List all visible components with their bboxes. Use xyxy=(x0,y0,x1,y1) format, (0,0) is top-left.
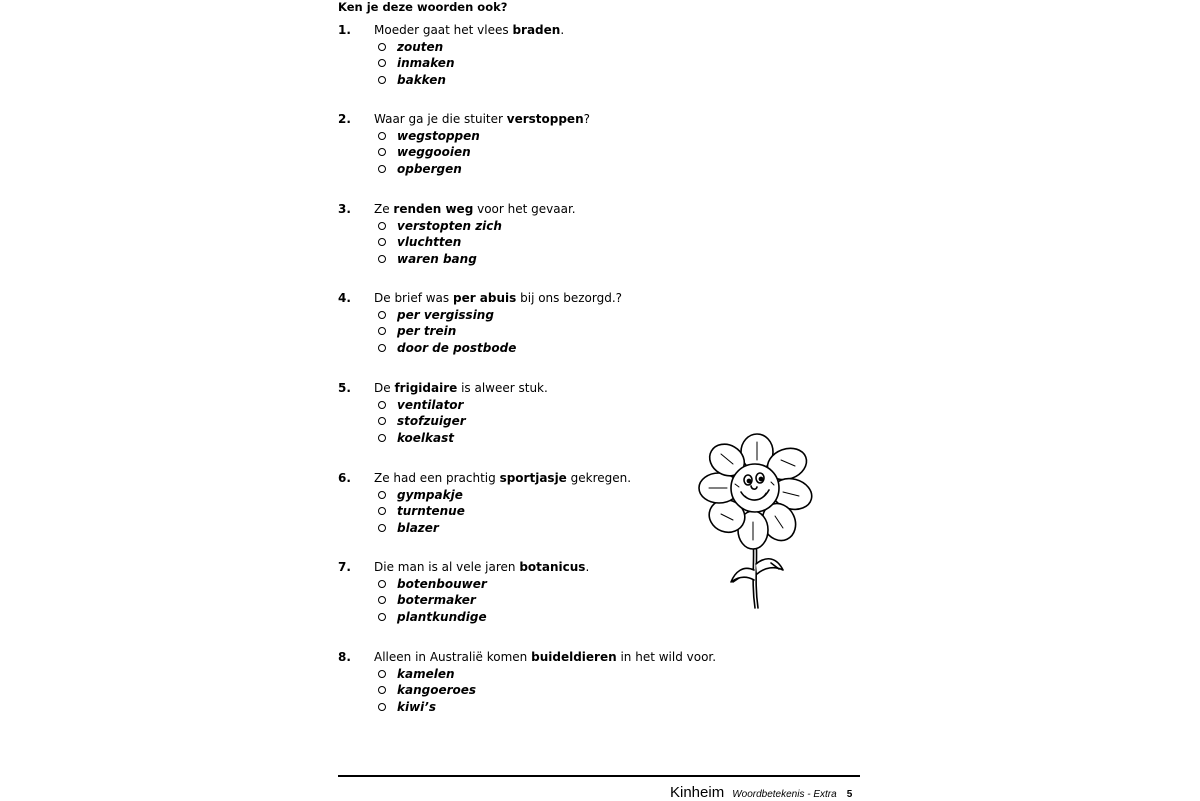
radio-circle-icon[interactable] xyxy=(378,434,386,442)
answer-option[interactable]: weggooien xyxy=(378,144,758,160)
answer-option[interactable]: wegstoppen xyxy=(378,128,758,144)
footer-divider xyxy=(338,775,860,777)
question-1 xyxy=(338,22,758,88)
keyword: botanicus xyxy=(519,560,586,574)
question-number: 3. xyxy=(338,202,351,216)
answer-option[interactable]: kamelen xyxy=(378,666,758,682)
question-number: 4. xyxy=(338,291,351,305)
answer-option[interactable]: opbergen xyxy=(378,161,758,177)
question-text: Ze renden weg voor het gevaar. xyxy=(374,202,576,216)
radio-circle-icon[interactable] xyxy=(378,59,386,67)
radio-circle-icon[interactable] xyxy=(378,580,386,588)
publisher-name: Kinheim xyxy=(670,784,725,801)
series-name: Woordbetekenis - Extra xyxy=(732,789,837,800)
answer-option[interactable]: koelkast xyxy=(378,430,758,446)
radio-circle-icon[interactable] xyxy=(378,613,386,621)
footer xyxy=(670,784,852,801)
page-number: 5 xyxy=(846,789,853,800)
keyword: sportjasje xyxy=(499,471,567,485)
page-title: Ken je deze woorden ook? xyxy=(338,0,508,14)
radio-circle-icon[interactable] xyxy=(378,43,386,51)
radio-circle-icon[interactable] xyxy=(378,165,386,173)
question-text: Moeder gaat het vlees braden. xyxy=(374,23,565,37)
radio-circle-icon[interactable] xyxy=(378,670,386,678)
keyword: verstoppen xyxy=(506,112,584,126)
radio-circle-icon[interactable] xyxy=(378,703,386,711)
answer-option[interactable]: botenbouwer xyxy=(378,576,758,592)
answer-option[interactable]: blazer xyxy=(378,520,758,536)
radio-circle-icon[interactable] xyxy=(378,255,386,263)
answer-option[interactable]: ventilator xyxy=(378,397,758,413)
question-2 xyxy=(338,111,758,177)
radio-circle-icon[interactable] xyxy=(378,596,386,604)
radio-circle-icon[interactable] xyxy=(378,507,386,515)
question-text: Die man is al vele jaren botanicus. xyxy=(374,560,590,574)
answer-option[interactable]: plantkundige xyxy=(378,609,758,625)
answer-option[interactable]: vluchtten xyxy=(378,234,758,250)
answer-option[interactable]: gympakje xyxy=(378,487,758,503)
question-8 xyxy=(338,649,758,715)
keyword: frigidaire xyxy=(394,381,458,395)
answer-option[interactable]: per trein xyxy=(378,323,758,339)
radio-circle-icon[interactable] xyxy=(378,401,386,409)
radio-circle-icon[interactable] xyxy=(378,238,386,246)
question-text: Alleen in Australië komen buideldieren in het wild voor. xyxy=(374,650,717,664)
question-number: 7. xyxy=(338,560,351,574)
radio-circle-icon[interactable] xyxy=(378,524,386,532)
answer-option[interactable]: verstopten zich xyxy=(378,218,758,234)
answer-option[interactable]: per vergissing xyxy=(378,307,758,323)
answer-option[interactable]: botermaker xyxy=(378,592,758,608)
answer-option[interactable]: turntenue xyxy=(378,503,758,519)
answer-option[interactable]: bakken xyxy=(378,72,758,88)
question-number: 5. xyxy=(338,381,351,395)
smiling-flower-icon xyxy=(695,430,820,619)
question-text: De frigidaire is alweer stuk. xyxy=(374,381,548,395)
radio-circle-icon[interactable] xyxy=(378,76,386,84)
radio-circle-icon[interactable] xyxy=(378,327,386,335)
answer-option[interactable]: waren bang xyxy=(378,251,758,267)
radio-circle-icon[interactable] xyxy=(378,148,386,156)
keyword: renden weg xyxy=(393,202,474,216)
question-text: Ze had een prachtig sportjasje gekregen. xyxy=(374,471,632,485)
radio-circle-icon[interactable] xyxy=(378,417,386,425)
answer-option[interactable]: door de postbode xyxy=(378,340,758,356)
answer-option[interactable]: inmaken xyxy=(378,55,758,71)
question-number: 1. xyxy=(338,23,351,37)
question-text: De brief was per abuis bij ons bezorgd.? xyxy=(374,291,623,305)
question-number: 8. xyxy=(338,650,351,664)
radio-circle-icon[interactable] xyxy=(378,344,386,352)
question-number: 6. xyxy=(338,471,351,485)
keyword: per abuis xyxy=(452,291,517,305)
keyword: buideldieren xyxy=(531,650,617,664)
question-text: Waar ga je die stuiter verstoppen? xyxy=(374,112,590,126)
answer-option[interactable]: kangoeroes xyxy=(378,682,758,698)
radio-circle-icon[interactable] xyxy=(378,311,386,319)
radio-circle-icon[interactable] xyxy=(378,222,386,230)
question-4 xyxy=(338,290,758,356)
radio-circle-icon[interactable] xyxy=(378,491,386,499)
keyword: braden xyxy=(512,23,561,37)
radio-circle-icon[interactable] xyxy=(378,686,386,694)
radio-circle-icon[interactable] xyxy=(378,132,386,140)
answer-option[interactable]: kiwi’s xyxy=(378,699,758,715)
question-number: 2. xyxy=(338,112,351,126)
question-3 xyxy=(338,201,758,267)
answer-option[interactable]: stofzuiger xyxy=(378,413,758,429)
answer-option[interactable]: zouten xyxy=(378,39,758,55)
